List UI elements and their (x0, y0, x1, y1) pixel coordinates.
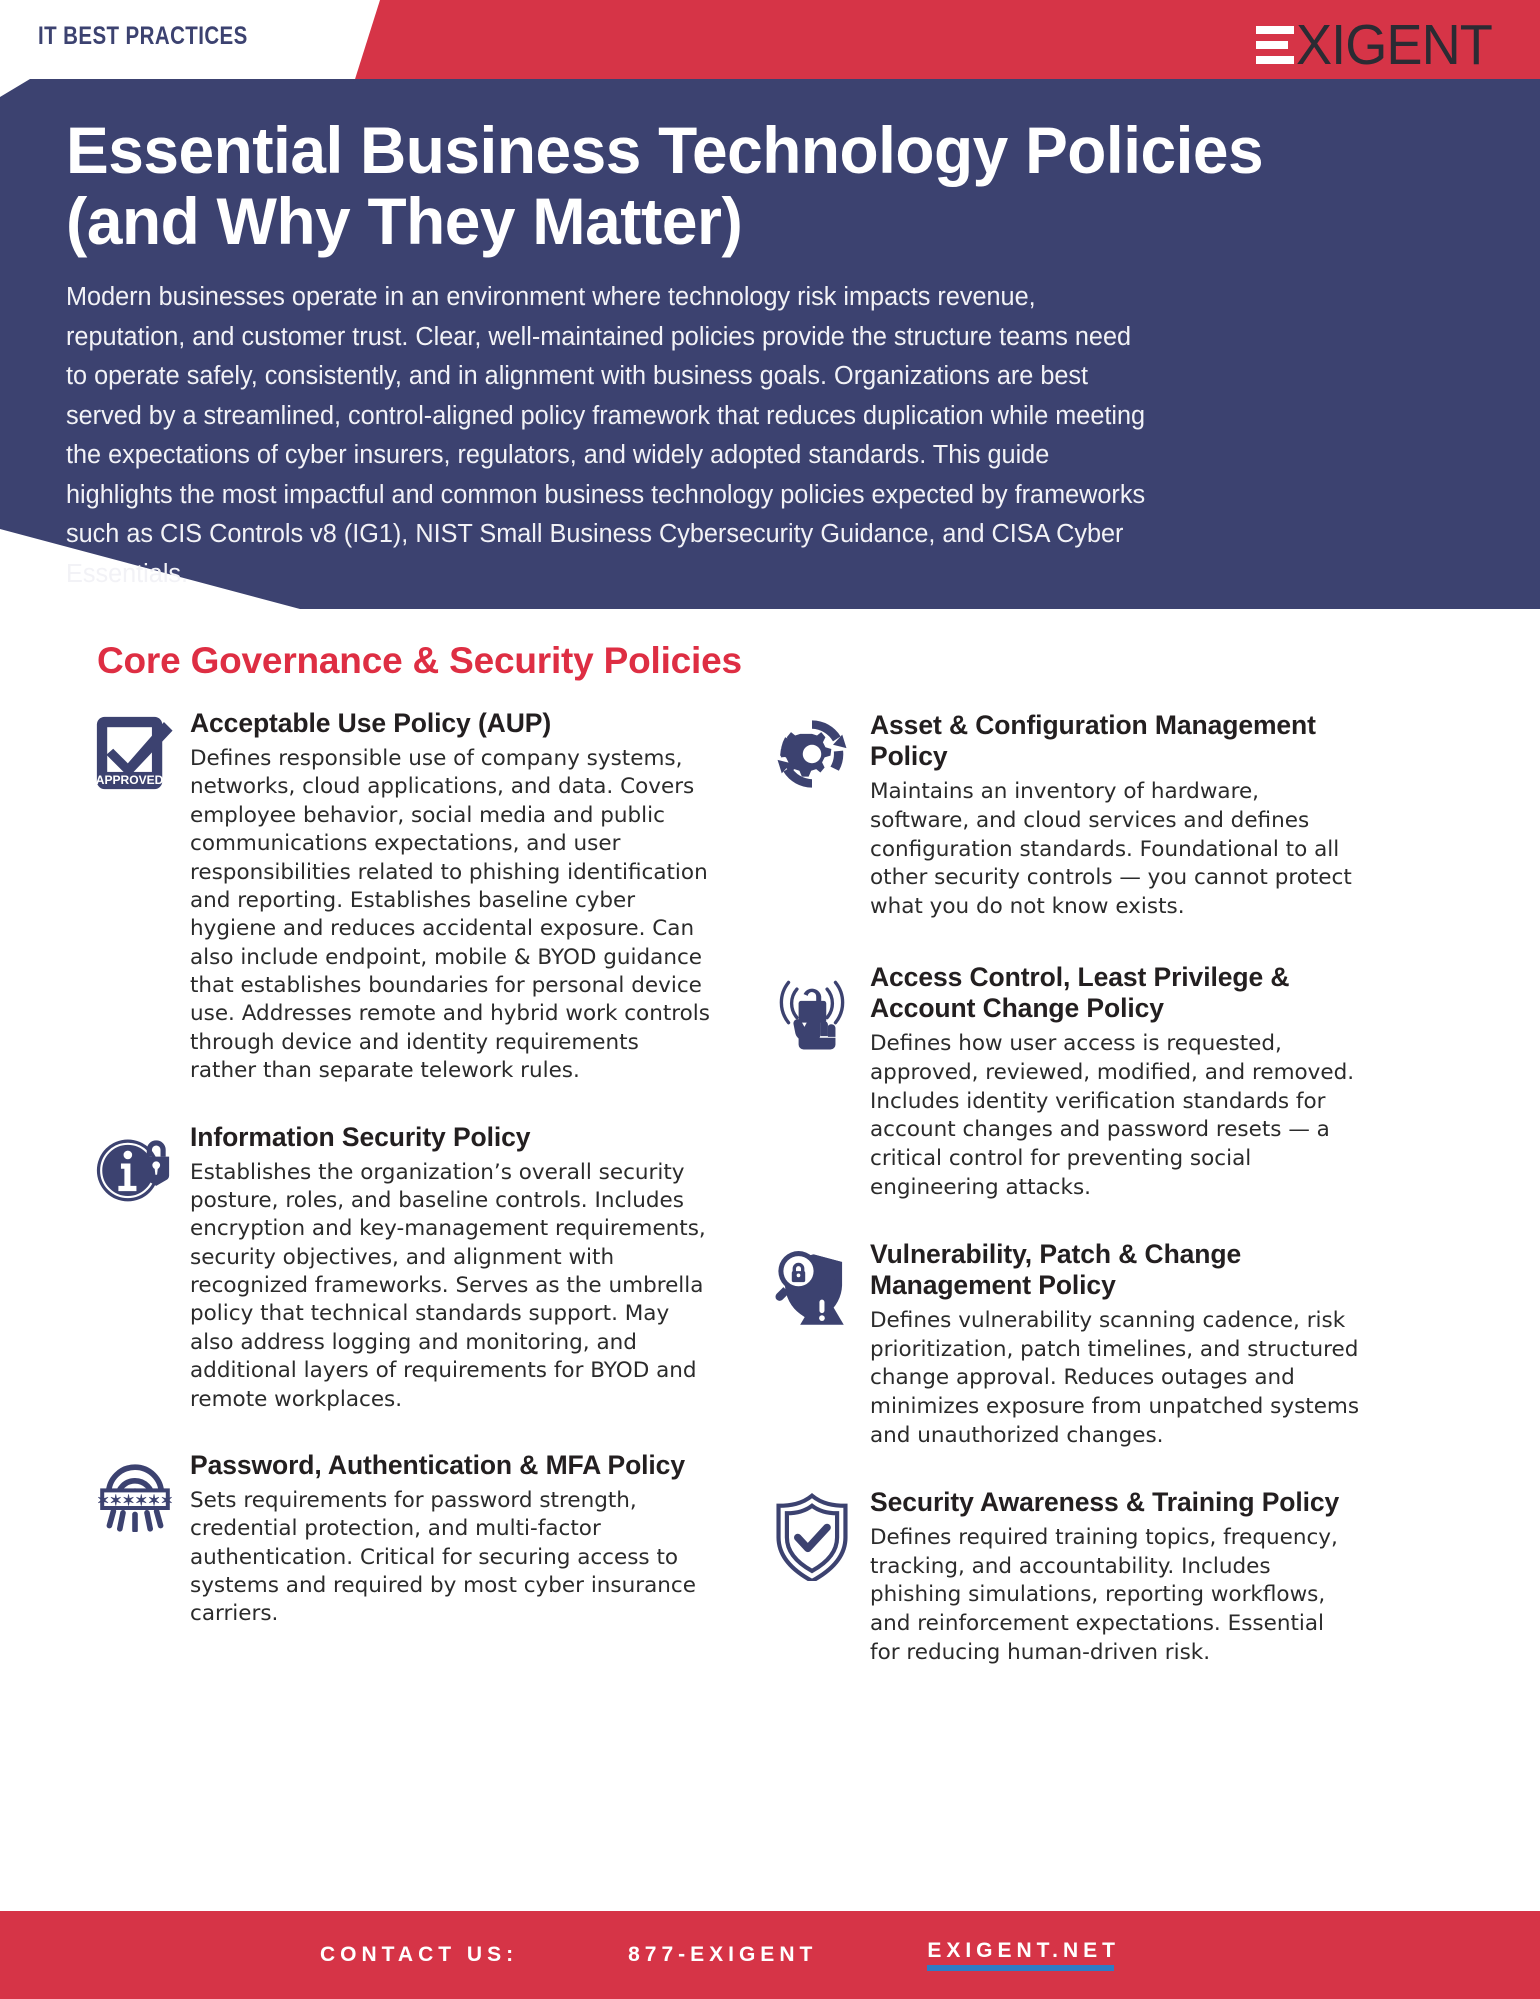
policy-text: Sets requirements for password strength, credential protection, and multi-factor authentication. Critical for securing access to systems and required by most cyber insurance carriers. (190, 1487, 696, 1627)
policy-title: Acceptable Use Policy (AUP) (190, 708, 552, 738)
website-link[interactable]: EXIGENT.NET (927, 1939, 1120, 1971)
info-lock-icon (90, 1120, 190, 1210)
policy-body (190, 706, 710, 1086)
policy-item (90, 1120, 710, 1414)
svg-text:✶✶✶✶✶✶: ✶✶✶✶✶✶ (96, 1492, 174, 1510)
policy-item (770, 708, 1360, 922)
exigent-logo (1256, 14, 1502, 76)
fingerprint-password-icon (90, 1448, 190, 1532)
policy-title: Vulnerability, Patch & Change Management Policy (870, 1238, 1242, 1300)
shield-check-icon (770, 1485, 870, 1581)
phone-number[interactable]: 877-EXIGENT (628, 1943, 818, 1966)
policy-item (770, 960, 1360, 1203)
policy-item (90, 1448, 710, 1629)
policy-text: Defines responsible use of company systems, networks, cloud applications, and data. Covers employee behavior, social media and public communications expectations, and user responsibilities related to phishing identification and reporting. Establishes baseline cyber hygiene and reduces accidental exposure. Can also include endpoint, mobile & BYOD guidance that establishes boundaries for personal device use. Addresses remote and hybrid work controls through device and identity requirements rather than separate telework rules. (190, 746, 710, 1084)
policy-item (90, 706, 710, 1086)
approved-checkbox-icon (90, 706, 190, 796)
contact-us-label: CONTACT US: (320, 1943, 519, 1966)
eyebrow-label: IT BEST PRACTICES (38, 22, 248, 50)
logo-e-bars-icon (1256, 26, 1294, 64)
policy-title: Access Control, Least Privilege & Account Change Policy (870, 961, 1290, 1023)
page-title: Essential Business Technology Policies (and Why They Matter) (66, 113, 1264, 258)
policy-body (190, 1448, 710, 1629)
footer-contact-row (320, 1939, 1120, 1971)
vulnerability-scan-icon (770, 1237, 870, 1329)
policy-text: Maintains an inventory of hardware, software, and cloud services and defines configuration standards. Foundational to all other security controls — you cannot protect what you do not know exists. (870, 779, 1352, 920)
policy-item (770, 1237, 1360, 1451)
policy-text: Establishes the organization’s overall security posture, roles, and baseline controls. Includes encryption and key-management requirements, security objectives, and alignment with recognized frameworks. Serves as the umbrella policy that technical standards support. May also address logging and monitoring, and additional layers of requirements for BYOD and remote workplaces. (190, 1159, 706, 1412)
hero-description: Modern businesses operate in an environment where technology risk impacts revenue, reputation, and customer trust. Clear, well-maintained policies provide the structure teams need to operate safely, consistently, and in alignment with business goals. Organizations are best served by a streamlined, control-aligned policy framework that reduces duplication while meeting the expectations of cyber insurers, regulators, and widely adopted standards. This guide highlights the most impactful and common business technology policies expected by frameworks such as CIS Controls v8 (IG1), NIST Small Business Cybersecurity Guidance, and CISA Cyber Essentials. (66, 283, 1146, 588)
policy-body (870, 708, 1360, 922)
policy-body (870, 1485, 1360, 1668)
svg-text:APPROVED: APPROVED (95, 772, 164, 787)
footer-bar (0, 1911, 1540, 1999)
policy-column-left (90, 704, 710, 1702)
gear-refresh-icon (770, 708, 870, 796)
policy-title: Asset & Configuration Management Policy (870, 710, 1316, 771)
hero-content (66, 115, 1466, 594)
policy-column-right (770, 704, 1360, 1702)
policy-title: Password, Authentication & MFA Policy (190, 1449, 685, 1480)
policy-body (870, 1237, 1360, 1451)
hand-lock-access-icon (770, 960, 870, 1052)
policy-text: Defines vulnerability scanning cadence, risk prioritization, patch timelines, and structured change approval. Reduces outages and minimizes exposure from unpatched systems and unauthorized changes. (870, 1307, 1360, 1448)
logo-wordmark: XIGENT (1295, 12, 1492, 77)
policy-columns (0, 704, 1540, 1702)
policy-title: Security Awareness & Training Policy (870, 1486, 1340, 1517)
policy-title: Information Security Policy (190, 1121, 531, 1152)
policy-item (770, 1485, 1360, 1668)
policy-text: Defines required training topics, frequency, tracking, and accountability. Includes phishing simulations, reporting workflows, and reinforcement expectations. Essential for reducing human-driven risk. (870, 1524, 1338, 1665)
section-title: Core Governance & Security Policies (97, 640, 742, 681)
policy-text: Defines how user access is requested, approved, reviewed, modified, and removed. Includes identity verification standards for account changes and password resets — a critical control for preventing social engineering attacks. (870, 1030, 1355, 1200)
policy-body (870, 960, 1360, 1203)
policies-section (0, 640, 1540, 1702)
policy-body (190, 1120, 710, 1414)
